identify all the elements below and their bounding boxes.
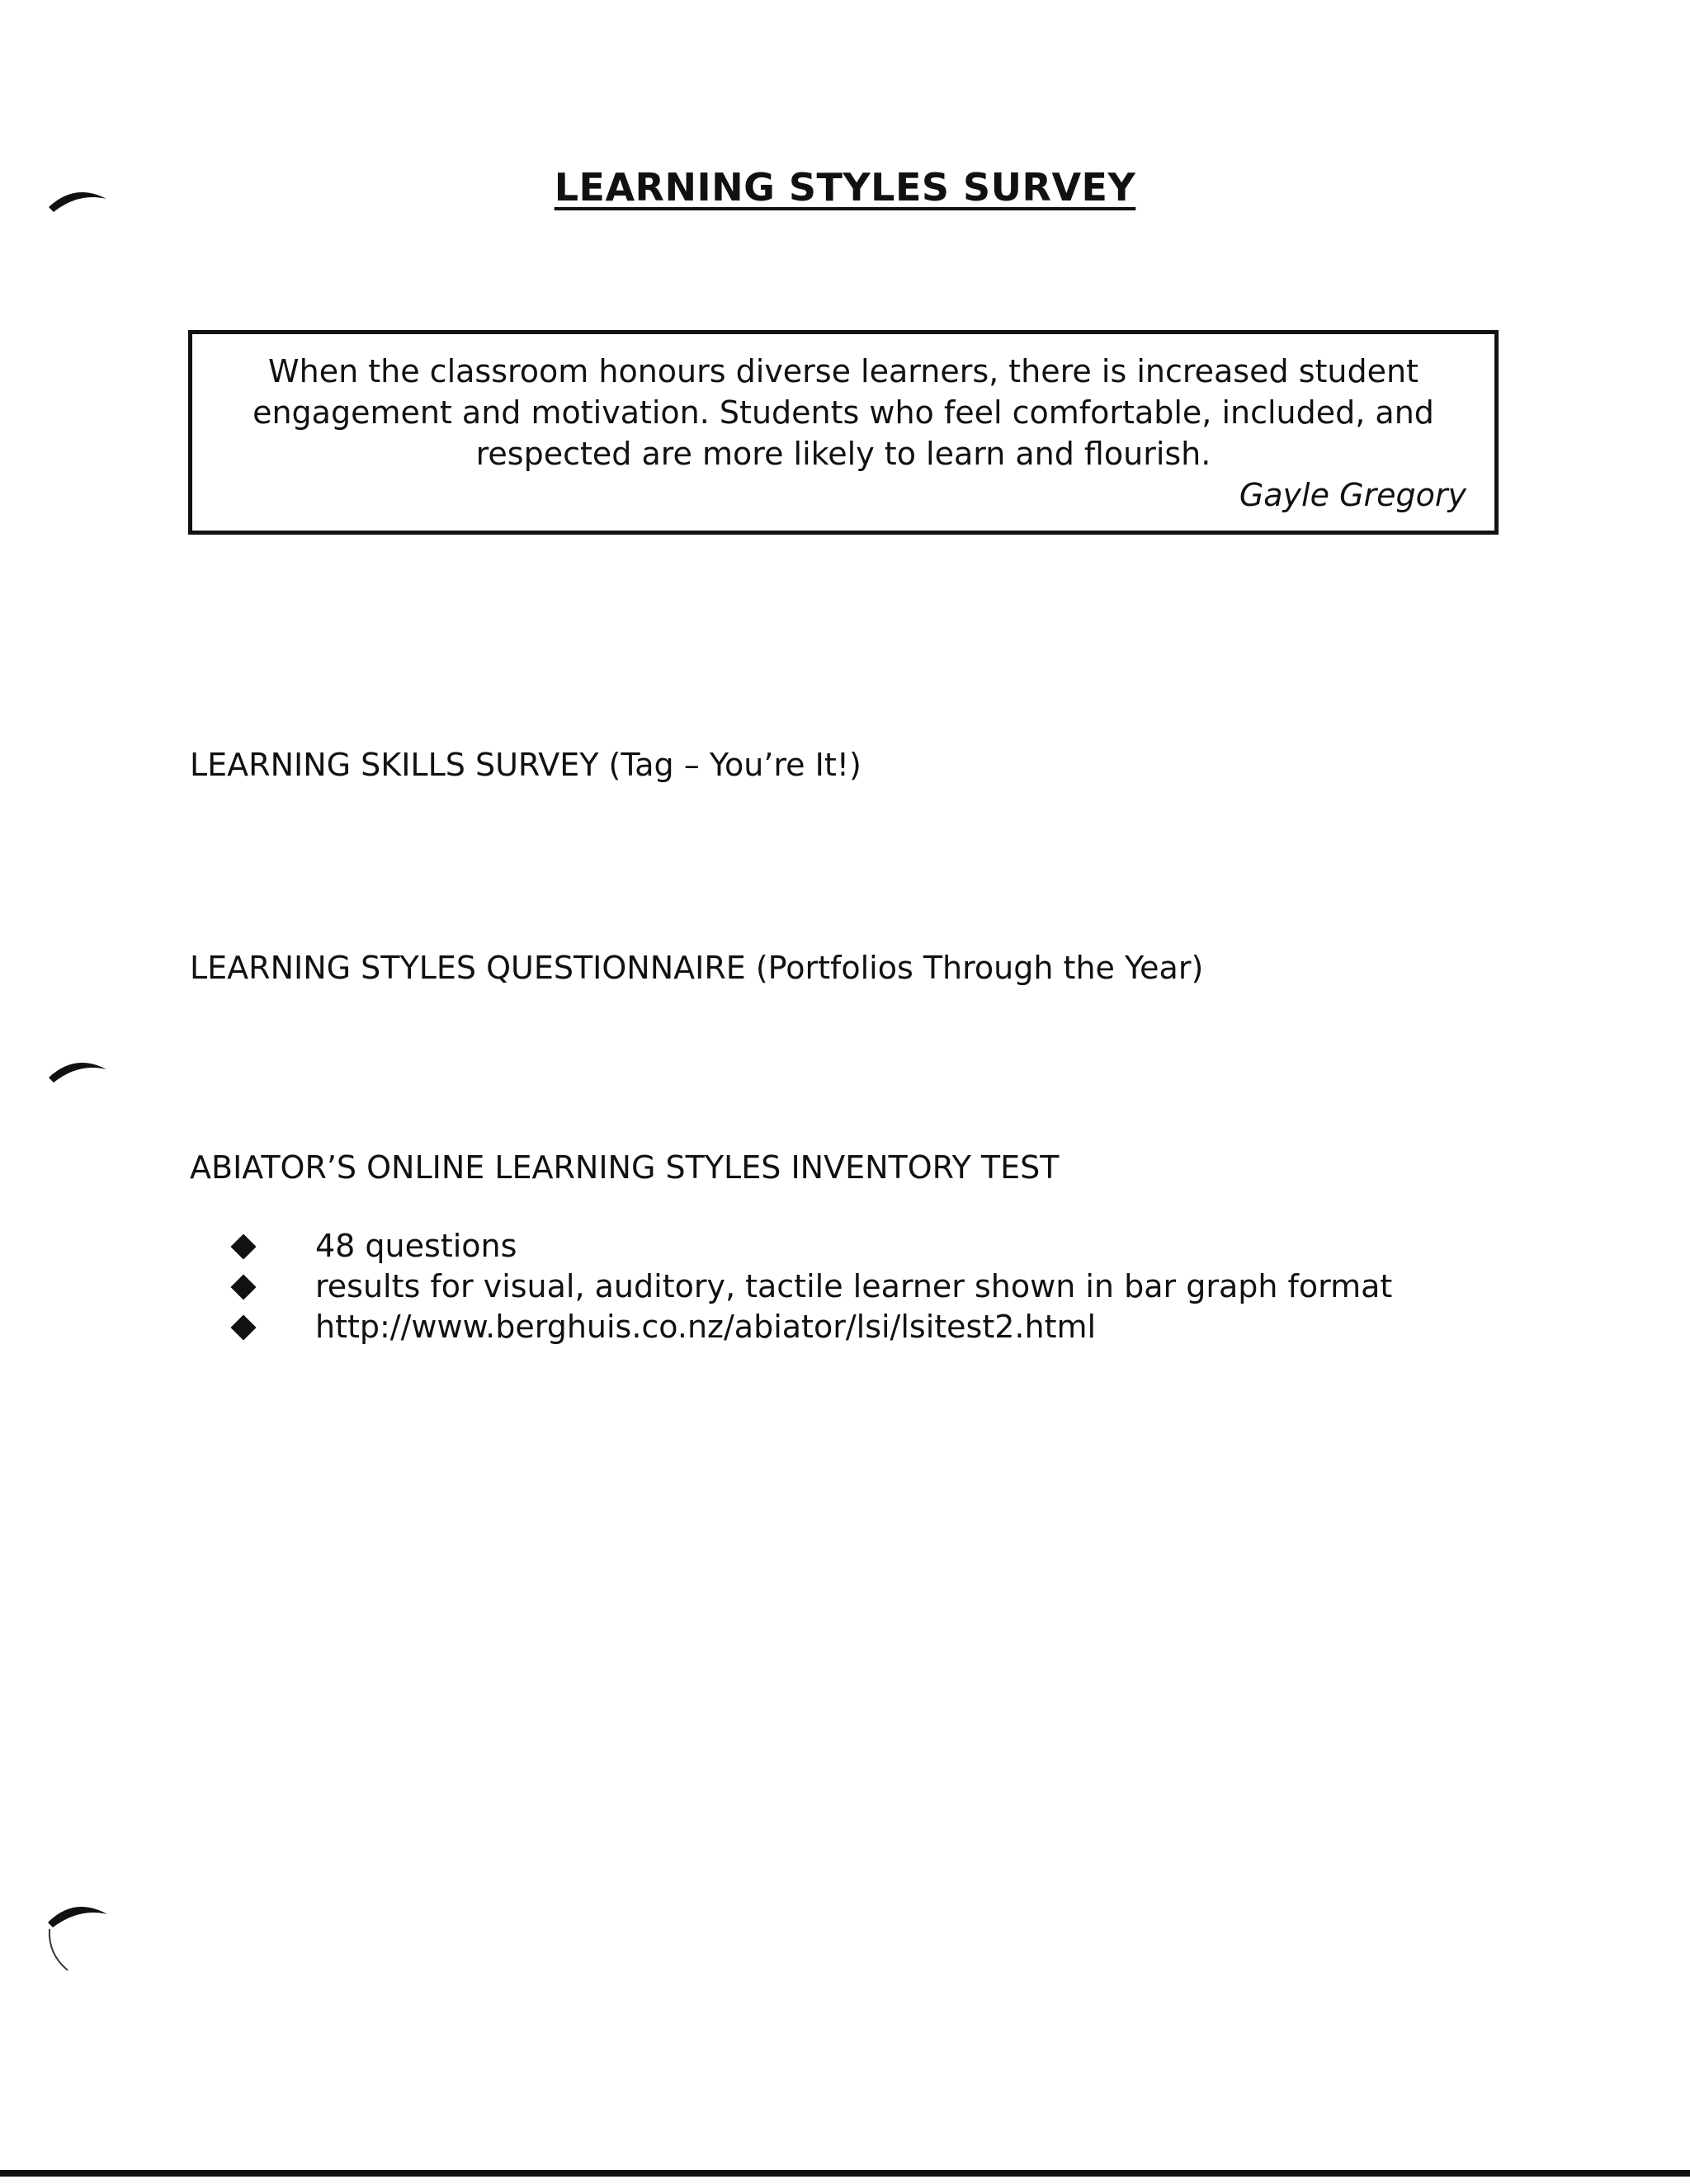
diamond-icon <box>230 1234 256 1259</box>
list-item <box>229 1267 1392 1307</box>
section-online-inventory-test: ABIATOR’S ONLINE LEARNING STYLES INVENTORY TEST <box>190 1149 1060 1186</box>
section-learning-skills-survey: LEARNING SKILLS SURVEY (Tag – You’re It!) <box>190 747 862 783</box>
quote-box <box>188 330 1499 535</box>
list-item-text: results for visual, auditory, tactile learner shown in bar graph format <box>315 1268 1393 1304</box>
diamond-icon <box>230 1314 256 1340</box>
list-item-link[interactable]: http://www.berghuis.co.nz/abiator/lsi/lsitest2.html <box>315 1309 1097 1345</box>
quote-author: Gayle Gregory <box>1239 477 1466 513</box>
punch-hole-mark-icon <box>41 1889 116 1980</box>
quote-text: When the classroom honours diverse learners, there is increased student engagement and motivation. Students who feel comfortable, included, and respected are more likely to learn and flourish. <box>253 353 1434 472</box>
list-item <box>229 1226 1392 1267</box>
bottom-rule <box>0 2170 1690 2177</box>
punch-hole-mark-icon <box>45 1048 111 1097</box>
list-item-text: 48 questions <box>315 1228 517 1264</box>
section-learning-styles-questionnaire: LEARNING STYLES QUESTIONNAIRE (Portfolios Through the Year) <box>190 950 1204 986</box>
bullet-list <box>229 1226 1392 1347</box>
page-title: LEARNING STYLES SURVEY <box>554 165 1136 210</box>
diamond-icon <box>230 1274 256 1300</box>
list-item <box>229 1307 1392 1347</box>
